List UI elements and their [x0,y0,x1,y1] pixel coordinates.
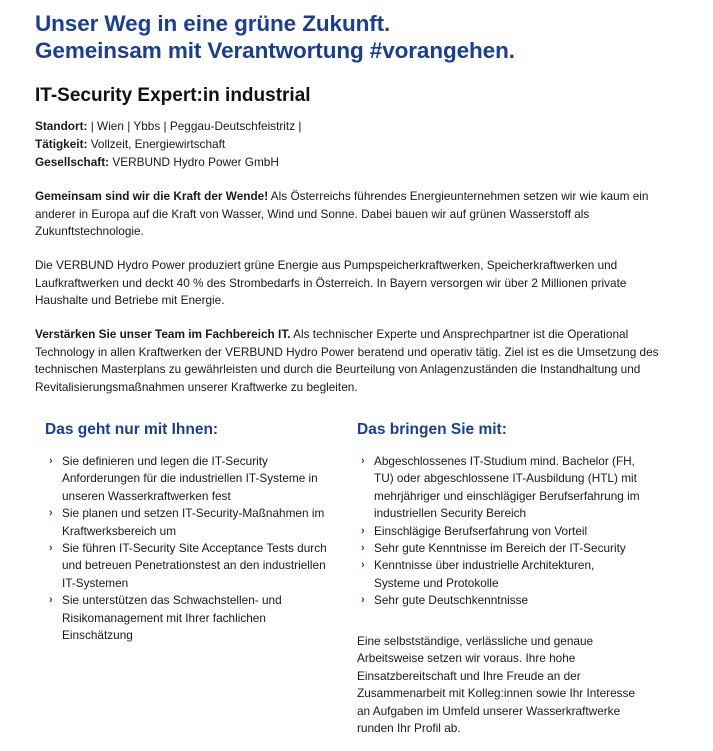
left-item-line: Kraftwerksbereich um [62,523,177,538]
right-item-line: Sehr gute Deutschkenntnisse [374,593,529,608]
right-item-line: Systeme und Protokolle [374,575,499,590]
right-item-line: Einschlägige Berufserfahrung von Vorteil [374,523,588,538]
team-line-1 [35,326,685,344]
team-line-3: technischen Masterplans zu gewährleisten und durch die Beurteilung von Anlagenzuständen die Instandhaltung und [35,362,641,376]
right-item-line: TU) oder abgeschlossene IT-Ausbildung (HTL) mit [374,471,637,486]
right-item-line: industriellen Security Bereich [374,506,527,521]
meta-taetigkeit-label: Tätigkeit: [35,137,88,151]
closing-line: Zusammenarbeit mit Kolleg:innen sowie Ihr Interesse [357,686,636,701]
left-item-line: Sie unterstützen das Schwachstellen- und [62,593,282,608]
closing-line: runden Ihr Profil ab. [357,721,461,736]
closing-line: Einsatzbereitschaft und Ihre Freude an der [357,668,581,683]
left-item-line: Sie führen IT-Security Site Acceptance Tests durch [62,541,327,556]
intro-line-1 [35,188,685,206]
team-line-1-rest: Als technischer Experte und Ansprechpartner ist die Operational [290,327,629,341]
chevron-right-icon: › [49,594,53,607]
chevron-right-icon: › [361,559,365,572]
meta-standort-label: Standort: [35,119,88,133]
closing-paragraph [357,633,635,737]
left-item-line: Risikomanagement mit Ihrer fachlichen [62,610,266,625]
team-paragraph [35,326,685,396]
meta-taetigkeit-value: Vollzeit, Energiewirtschaft [87,137,226,151]
left-item-line: unseren Wasserkraftwerken fest [62,488,231,503]
headline-line-1: Unser Weg in eine grüne Zukunft. [35,11,391,36]
list-item [358,453,688,523]
list-item [358,523,688,540]
closing-line: Eine selbstständige, verlässliche und genaue [357,634,594,648]
intro-line-3: Zukunftstechnologie. [35,224,144,238]
job-meta [35,117,301,171]
intro-line-1-rest: Als Österreichs führendes Energieunternehmen setzen wir wie kaum ein [268,189,649,203]
intro-bold: Gemeinsam sind wir die Kraft der Wende! [35,189,269,203]
job-title: IT-Security Expert:in industrial [35,85,311,106]
intro-line-2: anderer in Europa auf die Kraft von Wasser, Wind und Sonne. Dabei bauen wir auf grünen Wasserstoff als [35,206,590,221]
closing-line: Arbeitsweise setzen wir voraus. Ihre hohe [357,651,576,666]
meta-gesellschaft-value: VERBUND Hydro Power GmbH [109,155,279,169]
chevron-right-icon: › [361,455,365,467]
headline [35,10,515,64]
meta-gesellschaft-label: Gesellschaft: [35,155,110,169]
intro-paragraph [35,188,685,241]
left-item-line: IT-Systemen [62,575,129,590]
list-item [46,540,346,592]
chevron-right-icon: › [361,524,365,537]
hydro-line-3: Haushalte und Betriebe mit Energie. [35,293,225,307]
meta-taetigkeit [35,135,301,153]
meta-gesellschaft [35,153,301,171]
chevron-right-icon: › [49,542,53,555]
left-column-list [46,453,346,644]
right-item-line: Kenntnisse über industrielle Architekturen, [374,558,595,573]
right-item-line: Abgeschlossenes IT-Studium mind. Bachelor (FH, [374,454,635,468]
left-item-line: Sie definieren und legen die IT-Security [62,454,268,468]
headline-line-2: Gemeinsam mit Verantwortung #vorangehen. [35,38,515,63]
list-item [358,557,688,592]
chevron-right-icon: › [361,594,365,607]
list-item [358,592,688,609]
right-column-title: Das bringen Sie mit: [357,421,507,438]
right-item-line: mehrjähriger und einschlägiger Berufserfahrung im [374,488,640,503]
hydro-line-2: Laufkraftwerken und deckt 40 % des Strombedarfs in Österreich. In Bayern versorgen wir über 2 Millionen private [35,275,627,290]
left-item-line: und betreuen Penetrationstest an den industriellen [62,558,326,573]
list-item [358,540,688,557]
list-item [46,453,346,505]
list-item [46,505,346,540]
left-column-title: Das geht nur mit Ihnen: [45,421,219,438]
team-line-2: Technology in allen Kraftwerken der VERBUND Hydro Power beratend und operativ tätig. Ziel ist es die Umsetzung des [35,344,659,359]
closing-line: an Aufgaben im Umfeld unserer Wasserkraftwerke [357,703,621,718]
team-line-4: Revitalisierungsmaßnahmen unserer Kraftwerke zu begleiten. [35,379,358,394]
left-item-line: Einschätzung [62,628,133,643]
team-bold: Verstärken Sie unser Team im Fachbereich IT. [35,327,291,341]
list-item [46,592,346,644]
left-item-line: Sie planen und setzen IT-Security-Maßnahmen im [62,506,325,521]
chevron-right-icon: › [49,507,53,520]
right-column-list [358,453,688,610]
meta-standort [35,117,301,135]
meta-standort-value: | Wien | Ybbs | Peggau-Deutschfeistritz | [87,119,302,133]
right-item-line: Sehr gute Kenntnisse im Bereich der IT-Security [374,541,626,556]
hydro-paragraph [35,257,685,310]
chevron-right-icon: › [49,455,53,467]
chevron-right-icon: › [361,542,365,555]
hydro-line-1: Die VERBUND Hydro Power produziert grüne Energie aus Pumpspeicherkraftwerken, Speicherkraftwerken und [35,258,618,272]
left-item-line: Anforderungen für die industriellen IT-Systeme in [62,471,318,486]
